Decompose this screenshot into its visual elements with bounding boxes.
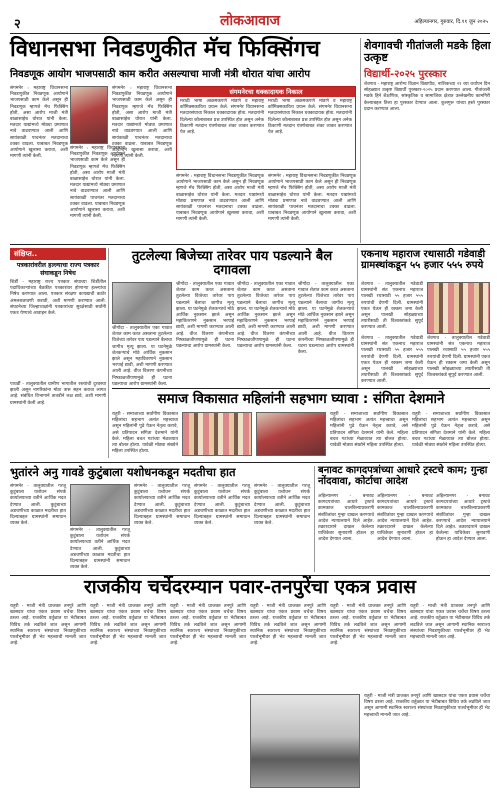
farmer-col-3: श्रीगोंदा - तालुक्यातील एका गावात शेतात काम करत असताना तुटलेल्या विजेच्या तारेवर पाय पडल्याने बैलाचा जागीच मृत्यू झाला. या घटनेमुळे शेतकऱ्याचे मोठे आर्थिक नुकसान झाले असून महावितरणने नुकसान भरपाई द्यावी, अशी मागणी करण्यात आली आहे. वीज वितरण कंपनीच्या निष्काळजीपणामुळे ही घटना घडल्याचा आरोप ग्रामस्थांनी केला. (237, 282, 296, 350)
family-photo (70, 484, 130, 526)
side-headline: शेवगावची गीतांजली मडके हिला उत्कृष्ट (364, 39, 491, 64)
brothers-col-2: संगमनेर - तालुक्यातील गरजू कुटुंबाला यशोधन संपर्क कार्यालयाच्या वतीने आर्थिक मदत देण्यात आली. कुटुंबाच्या अडचणीच्या काळात मदतीचा हात दिल्याबद्दल ग्रामस्थांनी समाधान व्यक्त केले. (70, 528, 130, 571)
brothers-col-4: संगमनेर - तालुक्यातील गरजू कुटुंबाला यशोधन संपर्क कार्यालयाच्या वतीने आर्थिक मदत देण्यात आली. कुटुंबाच्या अडचणीच्या काळात मदतीचा हात दिल्याबद्दल ग्रामस्थांनी समाधान व्यक्त केले. (194, 484, 250, 527)
section-rule-3 (10, 462, 490, 463)
court-headline: बनावट कागदपत्रांच्या आधारे ट्रस्टचे काम; गुन्हा नोंदवावा, कोर्टाचा आदेश (318, 465, 488, 487)
main-story-column-3: संगमनेर : महाराष्ट्र विधानसभा निवडणुकीत निवडणूक आयोगाने भाजपसाठी काम केले असून ही निवडणूक म्हणजे मॅच फिक्सिंग होती, असा आरोप माजी मंत्री बाळासाहेब थोरात यांनी केला. मतदार याद्यांमध्ये मोठ्या प्रमाणात नावे वाढवण्यात आली आणि सायंकाळी पाचनंतर मतदानाचा टक्का वाढला. याबाबत निवडणूक आयोगाने खुलासा करावा, अशी मागणी त्यांनी केली. (112, 86, 172, 160)
brief-label: संक्षिप्त.. (10, 248, 106, 260)
brief-item-1-title: पत्रकारांवरील हल्ल्याचा राज्य पत्रकार संघाकडून निषेध (16, 262, 100, 277)
main-story-column-1: संगमनेर : महाराष्ट्र विधानसभा निवडणुकीत निवडणूक आयोगाने भाजपसाठी काम केले असून ही निवडणूक म्हणजे मॅच फिक्सिंग होती, असा आरोप माजी मंत्री बाळासाहेब थोरात यांनी केला. मतदार याद्यांमध्ये मोठ्या प्रमाणात नावे वाढवण्यात आली आणि सायंकाळी पाचनंतर मतदानाचा टक्का वाढला. याबाबत निवडणूक आयोगाने खुलासा करावा, अशी मागणी त्यांनी केली. (10, 86, 68, 160)
bottom-col-3: राहुरी - माजी मंत्री प्राजक्त तनपुरे आणि खासदार यांचा एकत्र प्रवास चर्चेचा विषय ठरला आहे. राजकीय वर्तुळात या भेटीबाबत विविध तर्क लढविले जात असून आगामी स्थानिक स्वराज्य संस्थांच्या निवडणुकीच्या पार्श्वभूमीवर ही भेट महत्त्वाची मानली जात आहे. (170, 604, 246, 647)
farmer-headline: तुटलेल्या बिजेच्या तारेवर पाय पडल्याने बैल दगावला (131, 249, 333, 278)
brothers-divider (314, 466, 315, 572)
women-col-1: राहुरी - समाजाच्या सर्वांगीण विकासात महिलांचा सहभाग अत्यंत महत्त्वाचा असून महिलांनी पुढे येऊन नेतृत्व करावे, असे प्रतिपादन संगिता देशमाने यांनी केले. महिला बचत गटांच्या मेळाव्यात त्या बोलत होत्या. यावेळी मोठ्या संख्येने महिला उपस्थित होत्या. (112, 412, 178, 455)
main-story-column-4: संगमनेर : महाराष्ट्र विधानसभा निवडणुकीत निवडणूक आयोगाने भाजपसाठी काम केले असून ही निवडणूक म्हणजे मॅच फिक्सिंग होती, असा आरोप माजी मंत्री बाळासाहेब थोरात यांनी केला. मतदार याद्यांमध्ये मोठ्या प्रमाणात नावे वाढवण्यात आली आणि सायंकाळी पाचनंतर मतदानाचा टक्का वाढला. याबाबत निवडणूक आयोगाने खुलासा करावा, अशी मागणी त्यांनी केली. (176, 174, 264, 223)
bottom-col-1: राहुरी - माजी मंत्री प्राजक्त तनपुरे आणि खासदार यांचा एकत्र प्रवास चर्चेचा विषय ठरला आहे. राजकीय वर्तुळात या भेटीबाबत विविध तर्क लढविले जात असून आगामी स्थानिक स्वराज्य संस्थांच्या निवडणुकीच्या पार्श्वभूमीवर ही भेट महत्त्वाची मानली जात आहे. (10, 604, 86, 647)
brief-divider (108, 248, 109, 458)
farmer-col-1: श्रीगोंदा - तालुक्यातील एका गावात शेतात काम करत असताना तुटलेल्या विजेच्या तारेवर पाय पडल्याने बैलाचा जागीच मृत्यू झाला. या घटनेमुळे शेतकऱ्याचे मोठे आर्थिक नुकसान झाले असून महावितरणने नुकसान भरपाई द्यावी, अशी मागणी करण्यात आली आहे. वीज वितरण कंपनीच्या निष्काळजीपणामुळे ही घटना घडल्याचा आरोप ग्रामस्थांनी केला. (112, 326, 172, 387)
side-subhead: विद्यार्थी-२०२५ पुरस्कार (364, 69, 447, 80)
brothers-col-5: संगमनेर - तालुक्यातील गरजू कुटुंबाला यशोधन संपर्क कार्यालयाच्या वतीने आर्थिक मदत देण्यात आली. कुटुंबाच्या अडचणीच्या काळात मदतीचा हात दिल्याबद्दल ग्रामस्थांनी समाधान व्यक्त केले. (254, 484, 310, 527)
column-divider (360, 38, 361, 243)
trust-col-3: शेवगाव - तालुक्यातील गडेवाडी ग्रामस्थांनी संत एकनाथ महाराज पालखी रथासाठी ५५ हजार ५५५ रुपयांची देणगी दिली. ग्रामस्थांनी एकत्र येऊन ही रक्कम जमा केली असून पालखी सोहळ्याच्या तयारीसाठी ती विश्वस्तांकडे सुपूर्द करण्यात आली. (427, 336, 490, 379)
main-story-column-2: संगमनेर : महाराष्ट्र विधानसभा निवडणुकीत निवडणूक आयोगाने भाजपसाठी काम केले असून ही निवडणूक म्हणजे मॅच फिक्सिंग होती, असा आरोप माजी मंत्री बाळासाहेब थोरात यांनी केला. मतदार याद्यांमध्ये मोठ्या प्रमाणात नावे वाढवण्यात आली आणि सायंकाळी पाचनंतर मतदानाचा टक्का वाढला. याबाबत निवडणूक आयोगाने खुलासा करावा, अशी मागणी त्यांनी केली. (70, 146, 125, 220)
women-group-photo-1 (182, 412, 252, 456)
edition-line: अहिल्यानगर, गुरुवार, दि.११ जुन २०२५ (414, 19, 488, 25)
women-col-3: राहुरी - समाजाच्या सर्वांगीण विकासात महिलांचा सहभाग अत्यंत महत्त्वाचा असून महिलांनी पुढे येऊन नेतृत्व करावे, असे प्रतिपादन संगिता देशमाने यांनी केले. महिला बचत गटांच्या मेळाव्यात त्या बोलत होत्या. यावेळी मोठ्या संख्येने महिला उपस्थित होत्या. (412, 412, 490, 449)
brief-item-1-body: शिर्डी - महाराष्ट्र राज्य पत्रकार संघाच्या शिर्डीतील पदाधिकाऱ्यांच्या बैठकीत पत्रकारांवर होणाऱ्या हल्ल्यांचा निषेध करण्यात आला. पत्रकार संरक्षण कायद्याची कठोर अंमलबजावणी करावी, अशी मागणी करण्यात आली. संघटनेच्या जिल्हाध्यक्षांनी पत्रकारांच्या सुरक्षेसाठी सर्वांनी एकत्र येण्याचे आवाहन केले. (10, 280, 106, 317)
farmer-col-2: श्रीगोंदा - तालुक्यातील एका गावात शेतात काम करत असताना तुटलेल्या विजेच्या तारेवर पाय पडल्याने बैलाचा जागीच मृत्यू झाला. या घटनेमुळे शेतकऱ्याचे मोठे आर्थिक नुकसान झाले असून महावितरणने नुकसान भरपाई द्यावी, अशी मागणी करण्यात आली आहे. वीज वितरण कंपनीच्या निष्काळजीपणामुळे ही घटना घडल्याचा आरोप ग्रामस्थांनी केला. (176, 282, 235, 350)
court-col-3: अहिल्यानगर - बनावट कागदपत्रांच्या आधारे ट्रस्टचे कामकाज चालविल्याप्रकरणी संबंधितांवर गुन्हा दाखल करण्याचे आदेश न्यायालयाने दिले आहेत. तक्रारदाराने दाखल केलेल्या याचिकेवर सुनावणी होऊन हा आदेश देण्यात आला. (436, 494, 490, 543)
women-headline: समाज विकासात महिलांनी सहभाग घ्यावा : संगिता देशमाने (157, 391, 445, 407)
masthead-rule (10, 33, 490, 34)
thorat-photo (70, 86, 108, 144)
brothers-headline: भुतांरने अनु गावडे कुटुंबाला यशोधनकडून मदतीचा हात (10, 465, 236, 479)
brief-item-2-body: पाथर्डी - तालुक्यातील ग्रामीण भागातील रस्त्यांची दुरवस्था झाली असून नागरिकांना मोठा त्रास सहन करावा लागत आहे. संबंधित विभागाने तातडीने लक्ष द्यावे, अशी मागणी ग्रामस्थांनी केली आहे. (10, 382, 106, 406)
farmer-col-4: श्रीगोंदा - तालुक्यातील एका गावात शेतात काम करत असताना तुटलेल्या विजेच्या तारेवर पाय पडल्याने बैलाचा जागीच मृत्यू झाला. या घटनेमुळे शेतकऱ्याचे मोठे आर्थिक नुकसान झाले असून महावितरणने नुकसान भरपाई द्यावी, अशी मागणी करण्यात आली आहे. वीज वितरण कंपनीच्या निष्काळजीपणामुळे ही घटना घडल्याचा आरोप ग्रामस्थांनी केला. (298, 282, 354, 356)
trust-col-1: शेवगाव - तालुक्यातील गडेवाडी ग्रामस्थांनी संत एकनाथ महाराज पालखी रथासाठी ५५ हजार ५५५ रुपयांची देणगी दिली. ग्रामस्थांनी एकत्र येऊन ही रक्कम जमा केली असून पालखी सोहळ्याच्या तयारीसाठी ती विश्वस्तांकडे सुपूर्द करण्यात आली. (361, 282, 423, 331)
politicians-car-photo (250, 694, 360, 788)
court-col-1: अहिल्यानगर - बनावट कागदपत्रांच्या आधारे ट्रस्टचे कामकाज चालविल्याप्रकरणी संबंधितांवर गुन्हा दाखल करण्याचे आदेश न्यायालयाने दिले आहेत. तक्रारदाराने दाखल केलेल्या याचिकेवर सुनावणी होऊन हा आदेश देण्यात आला. (318, 494, 374, 543)
bottom-col-2: राहुरी - माजी मंत्री प्राजक्त तनपुरे आणि खासदार यांचा एकत्र प्रवास चर्चेचा विषय ठरला आहे. राजकीय वर्तुळात या भेटीबाबत विविध तर्क लढविले जात असून आगामी स्थानिक स्वराज्य संस्थांच्या निवडणुकीच्या पार्श्वभूमीवर ही भेट महत्त्वाची मानली जात आहे. (90, 604, 166, 647)
main-headline: विधानसभा निवडणुकीत मॅच फिक्सिंगच (10, 37, 320, 62)
women-col-2: राहुरी - समाजाच्या सर्वांगीण विकासात महिलांचा सहभाग अत्यंत महत्त्वाचा असून महिलांनी पुढे येऊन नेतृत्व करावे, असे प्रतिपादन संगिता देशमाने यांनी केले. महिला बचत गटांच्या मेळाव्यात त्या बोलत होत्या. यावेळी मोठ्या संख्येने महिला उपस्थित होत्या. (330, 412, 408, 449)
page-number: २ (14, 17, 21, 32)
trust-col-2: शेवगाव - तालुक्यातील गडेवाडी ग्रामस्थांनी संत एकनाथ महाराज पालखी रथासाठी ५५ हजार ५५५ रुपयांची देणगी दिली. ग्रामस्थांनी एकत्र येऊन ही रक्कम जमा केली असून पालखी सोहळ्याच्या तयारीसाठी ती विश्वस्तांकडे सुपूर्द करण्यात आली. (361, 336, 423, 385)
villagers-photo (427, 282, 490, 334)
court-col-2: अहिल्यानगर - बनावट कागदपत्रांच्या आधारे ट्रस्टचे कामकाज चालविल्याप्रकरणी संबंधितांवर गुन्हा दाखल करण्याचे आदेश न्यायालयाने दिले आहेत. तक्रारदाराने दाखल केलेल्या याचिकेवर सुनावणी होऊन हा आदेश देण्यात आला. (377, 494, 433, 543)
newspaper-logo: लोकआवाज (220, 13, 280, 29)
section-rule-2 (112, 388, 490, 389)
main-story-column-5: संगमनेर : महाराष्ट्र विधानसभा निवडणुकीत निवडणूक आयोगाने भाजपसाठी काम केले असून ही निवडणूक म्हणजे मॅच फिक्सिंग होती, असा आरोप माजी मंत्री बाळासाहेब थोरात यांनी केला. मतदार याद्यांमध्ये मोठ्या प्रमाणात नावे वाढवण्यात आली आणि सायंकाळी पाचनंतर मतदानाचा टक्का वाढला. याबाबत निवडणूक आयोगाने खुलासा करावा, अशी मागणी त्यांनी केली. (268, 174, 356, 223)
main-subhead: निवडणूक आयोग भाजपसाठी काम करीत असल्याचा माजी मंत्री थोरात यांचा आरोप (10, 69, 311, 80)
bottom-headline: राजकीय चर्चेदरम्यान पवार-तनपुरेंचा एकत्र प्रवास (83, 576, 417, 598)
bottom-col-4: राहुरी - माजी मंत्री प्राजक्त तनपुरे आणि खासदार यांचा एकत्र प्रवास चर्चेचा विषय ठरला आहे. राजकीय वर्तुळात या भेटीबाबत विविध तर्क लढविले जात असून आगामी स्थानिक स्वराज्य संस्थांच्या निवडणुकीच्या पार्श्वभूमीवर ही भेट महत्त्वाची मानली जात आहे. (250, 604, 326, 647)
brothers-col-3: संगमनेर - तालुक्यातील गरजू कुटुंबाला यशोधन संपर्क कार्यालयाच्या वतीने आर्थिक मदत देण्यात आली. कुटुंबाच्या अडचणीच्या काळात मदतीचा हात दिल्याबद्दल ग्रामस्थांनी समाधान व्यक्त केले. (134, 484, 190, 527)
trust-headline: एकनाथ महाराज रथासाठी गडेवाडी ग्रामस्थांकडून ५५ हजार ५५५ रुपये (361, 249, 486, 271)
bull-photo (112, 282, 172, 324)
brothers-col-1: संगमनेर - तालुक्यातील गरजू कुटुंबाला यशोधन संपर्क कार्यालयाच्या वतीने आर्थिक मदत देण्यात आली. कुटुंबाच्या अडचणीच्या काळात मदतीचा हात दिल्याबद्दल ग्रामस्थांनी समाधान व्यक्त केले. (10, 484, 66, 527)
main-story-box: संगमनेरचा धक्कादायक निकाल मराठी भाषा आक्रमकपणे मांडणे व महाराष्ट्र कॉमिक्सकारिता प्रयत्न केले. संगमनेर विधानसभा मतदारसंघाचा निकाल धक्कादायक होता. मतदारांनी दिलेल्या कौलाबाबत प्रश्न उपस्थित होत असून अनेक ठिकाणी मतदान यंत्रणेबाबत शंका व्यक्त करण्यात येत आहे. मराठी भाषा आक्रमकपणे मांडणे व महाराष्ट्र कॉमिक्सकारिता प्रयत्न केले. संगमनेर विधानसभा मतदारसंघाचा निकाल धक्कादायक होता. मतदारांनी दिलेल्या कौलाबाबत प्रश्न उपस्थित होत असून अनेक ठिकाणी मतदान यंत्रणेबाबत शंका व्यक्त करण्यात येत आहे. (176, 86, 356, 170)
section-rule-1 (10, 244, 490, 245)
masthead (0, 0, 500, 36)
bottom-col-7: राहुरी - माजी मंत्री प्राजक्त तनपुरे आणि खासदार यांचा एकत्र प्रवास चर्चेचा विषय ठरला आहे. राजकीय वर्तुळात या भेटीबाबत विविध तर्क लढविले जात असून आगामी स्थानिक स्वराज्य संस्थांच्या निवडणुकीच्या पार्श्वभूमीवर ही भेट महत्त्वाची मानली जात आहे. (410, 604, 490, 641)
women-group-photo-2 (256, 412, 326, 456)
bottom-col-6: राहुरी - माजी मंत्री प्राजक्त तनपुरे आणि खासदार यांचा एकत्र प्रवास चर्चेचा विषय ठरला आहे. राजकीय वर्तुळात या भेटीबाबत विविध तर्क लढविले जात असून आगामी स्थानिक स्वराज्य संस्थांच्या निवडणुकीच्या पार्श्वभूमीवर ही भेट महत्त्वाची मानली जात आहे. (364, 694, 490, 718)
main-box-title: संगमनेरचा धक्कादायक निकाल (177, 87, 355, 97)
farmer-divider (357, 248, 358, 388)
side-story-body: शेवगाव - महाराष्ट्र आरोग्य विज्ञान विद्यापीठ, नाशिकच्या २१ व्या वर्धापन दिन सोहळ्यात उत्कृष्ट विद्यार्थी पुरस्कार-२०२५ प्रदान करण्यात आला. गीतांजली मडके हिने शैक्षणिक, सांस्कृतिक व सामाजिक क्षेत्रात उल्लेखनीय कामगिरी केल्याबद्दल तिला हा पुरस्कार देण्यात आला. कुलगुरू यांच्या हस्ते पुरस्कार प्रदान करण्यात आला. (364, 82, 490, 112)
bottom-col-5: राहुरी - माजी मंत्री प्राजक्त तनपुरे आणि खासदार यांचा एकत्र प्रवास चर्चेचा विषय ठरला आहे. राजकीय वर्तुळात या भेटीबाबत विविध तर्क लढविले जात असून आगामी स्थानिक स्वराज्य संस्थांच्या निवडणुकीच्या पार्श्वभूमीवर ही भेट महत्त्वाची मानली जात आहे. (330, 604, 406, 647)
